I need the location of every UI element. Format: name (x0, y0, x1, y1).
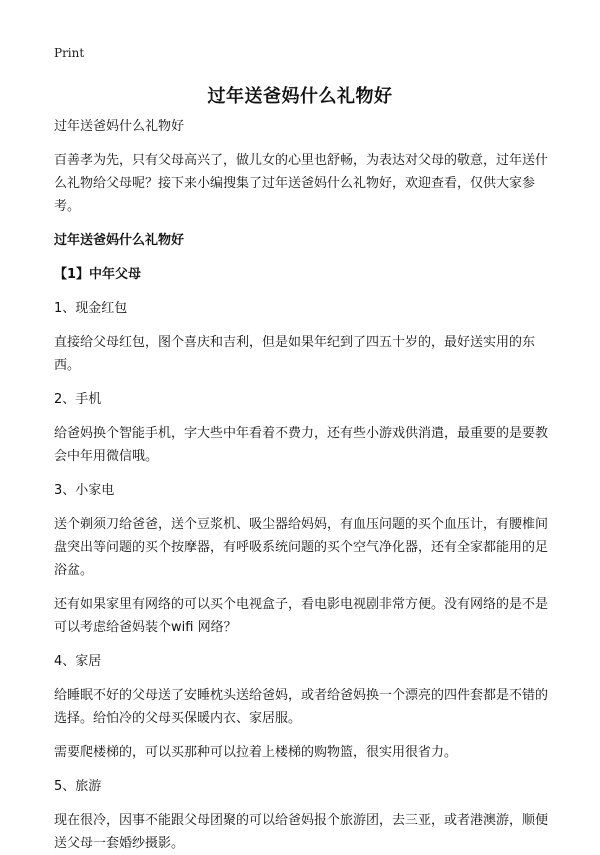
item-paragraph: 给爸妈换个智能手机，字大些中年看着不费力，还有些小游戏供消遣，最重要的是要教会中年用微信哦。 (54, 426, 549, 464)
item-paragraph: 还有如果家里有网络的可以买个电视盒子，看电影电视剧非常方便。没有网络的是不是可以考虑给爸妈装个wifi 网络？ (54, 597, 549, 635)
intro-paragraph: 百善孝为先，只有父母高兴了，做儿女的心里也舒畅，为表达对父母的敬意，过年送什么礼物给父母呢？接下来小编搜集了过年送爸妈什么礼物好，欢迎查看，仅供大家参考。 (54, 153, 549, 214)
article-body (54, 115, 550, 855)
item-heading-appliances: 3、小家电 (54, 483, 115, 498)
item-heading-travel: 5、旅游 (54, 779, 102, 794)
article-subtitle: 过年送爸妈什么礼物好 (54, 119, 185, 134)
section-heading: 过年送爸妈什么礼物好 (54, 233, 185, 248)
item-paragraph: 现在很冷，因事不能跟父母团聚的可以给爸妈报个旅游团，去三亚，或者港澳游，顺便送父母一套婚纱摄影。 (54, 813, 549, 851)
item-heading-phone: 2、手机 (54, 392, 102, 407)
print-link[interactable]: Print (54, 46, 85, 60)
item-paragraph: 给睡眠不好的父母送了安睡枕头送给爸妈，或者给爸妈换一个漂亮的四件套都是不错的选择。给怕冷的父母买保暖内衣、家居服。 (54, 688, 549, 726)
item-heading-cash: 1、现金红包 (54, 301, 128, 316)
item-paragraph: 送个剃须刀给爸爸，送个豆浆机、吸尘器给妈妈，有血压问题的买个血压计，有腰椎间盘突出等问题的买个按摩器，有呼吸系统问题的买个空气净化器，还有全家都能用的足浴盆。 (54, 517, 549, 578)
item-paragraph: 直接给父母红包，图个喜庆和吉利，但是如果年纪到了四五十岁的，最好送实用的东西。 (54, 335, 536, 373)
page-title: 过年送爸妈什么礼物好 (207, 86, 393, 107)
item-paragraph: 需要爬楼梯的，可以买那种可以拉着上楼梯的购物篮，很实用很省力。 (54, 745, 458, 760)
item-heading-home: 4、家居 (54, 654, 102, 669)
group-heading: 【1】中年父母 (54, 267, 142, 282)
